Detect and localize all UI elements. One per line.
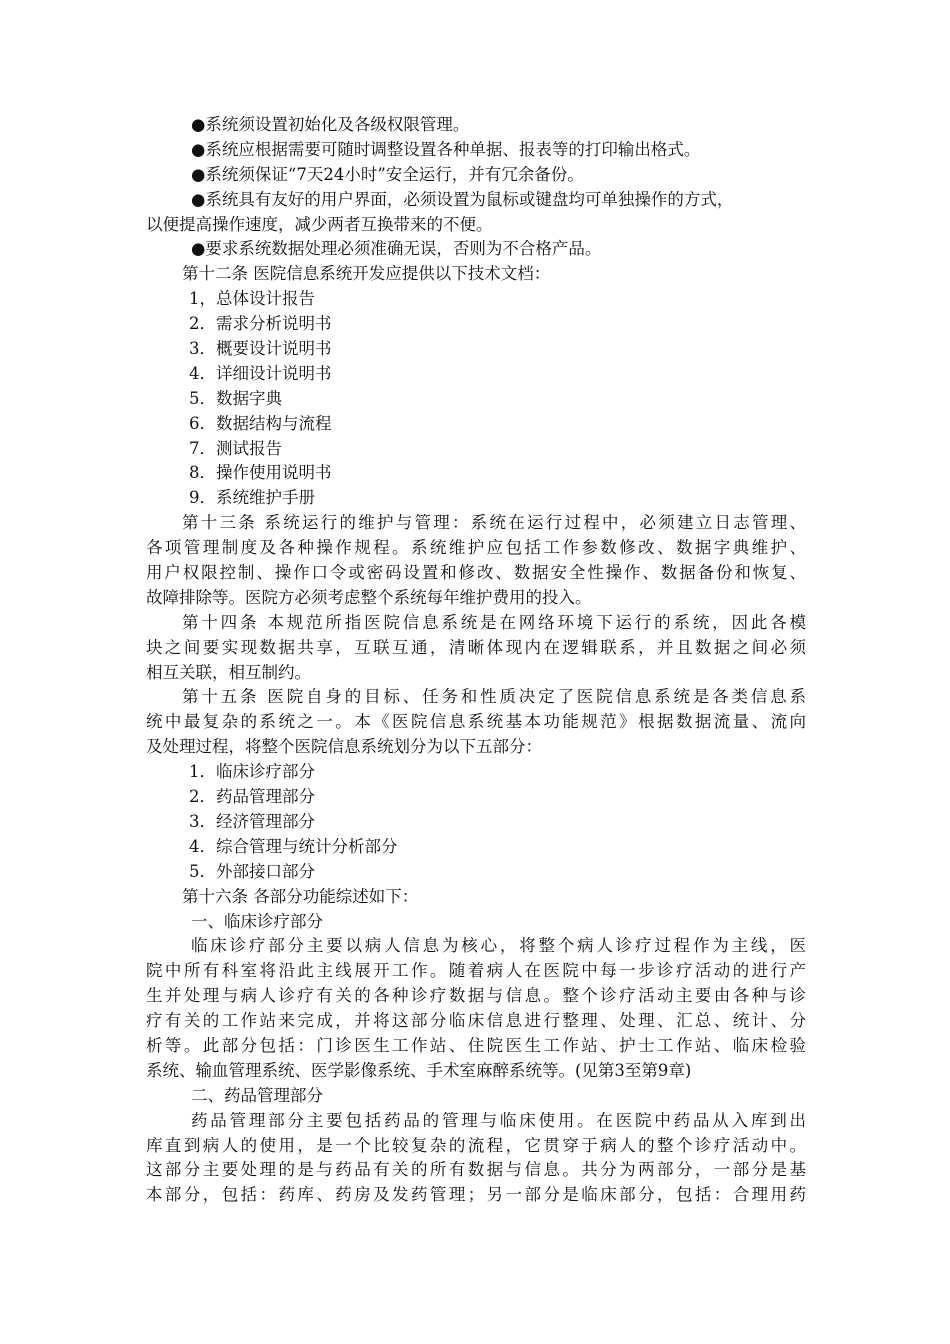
article-15-line: 第十五条 医院自身的目标、任务和性质决定了医院信息系统是各类信息系 — [182, 687, 806, 707]
article-13-line: 各项管理制度及各种操作规程。系统维护应包括工作参数修改、数据字典维护、 — [146, 538, 806, 558]
bullet-item-continuation: 以便提高操作速度，减少两者互换带来的不便。 — [146, 214, 493, 234]
article-16-heading: 第十六条 各部分功能综述如下： — [182, 886, 419, 906]
article-13-line: 故障排除等。医院方必须考虑整个系统每年维护费用的投入。 — [146, 587, 592, 607]
article-13-line: 第十三条 系统运行的维护与管理：系统在运行过程中，必须建立日志管理、 — [182, 513, 806, 533]
doc-list-item: 8．操作使用说明书 — [189, 463, 332, 483]
section-title: 一、临床诊疗部分 — [191, 911, 323, 931]
doc-list-item: 4．详细设计说明书 — [189, 363, 332, 383]
part-list-item: 3．经济管理部分 — [189, 811, 315, 831]
bullet-item: ●系统须保证“7天24小时”安全运行，并有冗余备份。 — [191, 164, 584, 184]
section-1-line: 系统、输血管理系统、医学影像系统、手术室麻醉系统等。(见第3至第9章) — [146, 1060, 692, 1080]
doc-list-item: 6．数据结构与流程 — [189, 413, 332, 433]
section-1-line: 生并处理与病人诊疗有关的各种诊疗数据与信息。整个诊疗活动主要由各种与诊 — [146, 986, 806, 1006]
doc-list-item: 2．需求分析说明书 — [189, 314, 332, 334]
section-2-line: 这部分主要处理的是与药品有关的所有数据与信息。共分为两部分，一部分是基 — [146, 1160, 806, 1180]
section-title: 二、药品管理部分 — [191, 1085, 323, 1105]
article-15-line: 统中最复杂的系统之一。本《医院信息系统基本功能规范》根据数据流量、流向 — [146, 712, 806, 732]
bullet-item: ●要求系统数据处理必须准确无误，否则为不合格产品。 — [191, 239, 602, 259]
bullet-item: ●系统须设置初始化及各级权限管理。 — [191, 115, 470, 134]
doc-list-item: 9．系统维护手册 — [189, 488, 315, 508]
section-1-line: 院中所有科室将沿此主线展开工作。随着病人在医院中每一步诊疗活动的进行产 — [146, 961, 806, 981]
article-13-line: 用户权限控制、操作口令或密码设置和修改、数据安全性操作、数据备份和恢复、 — [146, 563, 806, 583]
section-1-line: 临床诊疗部分主要以病人信息为核心，将整个病人诊疗过程作为主线，医 — [191, 936, 806, 956]
article-15-line: 及处理过程，将整个医院信息系统划分为以下五部分： — [146, 737, 542, 757]
part-list-item: 2．药品管理部分 — [189, 787, 315, 807]
part-list-item: 1．临床诊疗部分 — [189, 762, 315, 782]
section-2-line: 本部分，包括：药库、药房及发药管理；另一部分是临床部分，包括：合理用药 — [146, 1185, 806, 1205]
document-body — [146, 113, 806, 1208]
part-list-item: 5．外部接口部分 — [189, 861, 315, 881]
doc-list-item: 7．测试报告 — [189, 438, 282, 458]
section-2-line: 库直到病人的使用，是一个比较复杂的流程，它贯穿于病人的整个诊疗活动中。 — [146, 1135, 806, 1155]
article-14-line: 第十四条 本规范所指医院信息系统是在网络环境下运行的系统，因此各模 — [182, 612, 806, 632]
part-list-item: 4．综合管理与统计分析部分 — [189, 836, 398, 856]
bullet-item: ●系统应根据需要可随时调整设置各种单据、报表等的打印输出格式。 — [191, 139, 701, 159]
section-2-line: 药品管理部分主要包括药品的管理与临床使用。在医院中药品从入库到出 — [191, 1110, 806, 1130]
section-1-line: 析等。此部分包括：门诊医生工作站、住院医生工作站、护士工作站、临床检验 — [146, 1035, 806, 1055]
doc-list-item: 3．概要设计说明书 — [189, 339, 332, 359]
article-14-line: 块之间要实现数据共享，互联互通，清晰体现内在逻辑联系，并且数据之间必须 — [146, 637, 806, 657]
doc-list-item: 5．数据字典 — [189, 388, 282, 408]
article-12-heading: 第十二条 医院信息系统开发应提供以下技术文档： — [182, 264, 551, 284]
bullet-item: ●系统具有友好的用户界面，必须设置为鼠标或键盘均可单独操作的方式， — [191, 189, 734, 209]
doc-list-item: 1，总体设计报告 — [189, 289, 315, 309]
section-1-line: 疗有关的工作站来完成，并将这部分临床信息进行整理、处理、汇总、统计、分 — [146, 1011, 806, 1031]
article-14-line: 相互关联，相互制约。 — [146, 662, 311, 682]
